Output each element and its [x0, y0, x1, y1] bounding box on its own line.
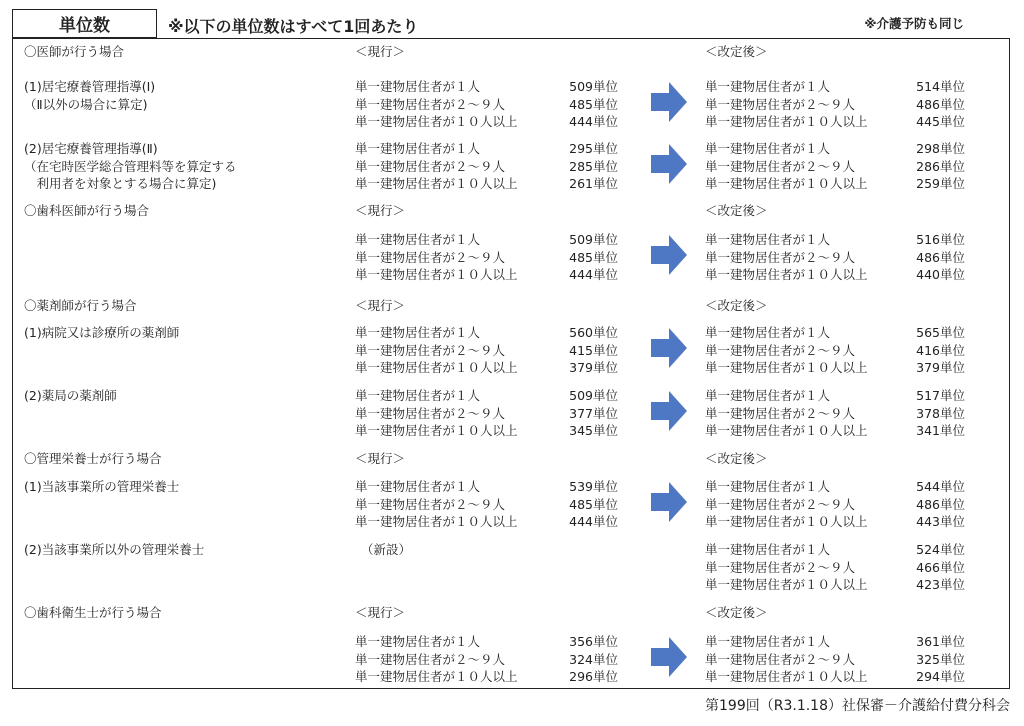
revised-unit-value: 443単位	[916, 514, 965, 529]
right-arrow-icon	[651, 391, 687, 431]
revised-unit-value: 298単位	[916, 141, 965, 156]
revised-column-label: ＜改定後＞	[705, 451, 768, 466]
revised-tier-label: 単一建物居住者が１人	[705, 141, 831, 156]
current-tier-label: 単一建物居住者が２～９人	[355, 405, 506, 421]
current-tier-label: 単一建物居住者が１人	[355, 479, 481, 494]
current-tier-label: 単一建物居住者が１人	[355, 232, 481, 247]
item-label: (2)薬局の薬剤師	[24, 388, 117, 403]
revised-unit-value: 486単位	[916, 96, 965, 112]
section-heading: 〇医師が行う場合	[24, 44, 125, 59]
subtitle: ※以下の単位数はすべて1回あたり	[168, 17, 419, 36]
current-unit-value: 444単位	[569, 114, 618, 129]
revised-tier-label: 単一建物居住者が１０人以上	[705, 360, 868, 375]
revised-column-label: ＜改定後＞	[705, 298, 768, 313]
revised-tier-label: 単一建物居住者が１人	[705, 634, 831, 649]
current-column-label: ＜現行＞	[355, 451, 406, 466]
current-unit-value: 324単位	[569, 651, 618, 667]
current-unit-value: 444単位	[569, 514, 618, 529]
right-arrow-icon	[651, 482, 687, 522]
current-tier-label: 単一建物居住者が２～９人	[355, 651, 506, 667]
current-unit-value: 345単位	[569, 423, 618, 438]
current-tier-label: 単一建物居住者が１人	[355, 388, 481, 403]
current-unit-value: 377単位	[569, 405, 618, 421]
revised-unit-value: 514単位	[916, 79, 965, 94]
current-tier-label: 単一建物居住者が１０人以上	[355, 360, 518, 375]
section-heading: 〇歯科衛生士が行う場合	[24, 605, 162, 620]
revised-tier-label: 単一建物居住者が１０人以上	[705, 114, 868, 129]
current-unit-value: 509単位	[569, 388, 618, 403]
current-unit-value: 560単位	[569, 325, 618, 340]
revised-tier-label: 単一建物居住者が１０人以上	[705, 577, 868, 592]
revised-tier-label: 単一建物居住者が１０人以上	[705, 423, 868, 438]
revised-column-label: ＜改定後＞	[705, 203, 768, 218]
current-column-label: ＜現行＞	[355, 605, 406, 620]
section-heading: 〇管理栄養士が行う場合	[24, 451, 162, 466]
current-column-label: ＜現行＞	[355, 298, 406, 313]
revised-unit-value: 486単位	[916, 496, 965, 512]
right-arrow-icon	[651, 328, 687, 368]
revised-unit-value: 565単位	[916, 325, 965, 340]
current-unit-value: 509単位	[569, 79, 618, 94]
revised-unit-value: 440単位	[916, 267, 965, 282]
current-unit-value: 415単位	[569, 342, 618, 358]
new-label: （新設）	[361, 542, 412, 557]
current-tier-label: 単一建物居住者が１０人以上	[355, 176, 518, 191]
current-tier-label: 単一建物居住者が２～９人	[355, 249, 506, 265]
revised-tier-label: 単一建物居住者が１人	[705, 542, 831, 557]
current-unit-value: 539単位	[569, 479, 618, 494]
current-unit-value: 285単位	[569, 158, 618, 174]
current-column-label: ＜現行＞	[355, 203, 406, 218]
revised-unit-value: 423単位	[916, 577, 965, 592]
current-unit-value: 485単位	[569, 496, 618, 512]
current-tier-label: 単一建物居住者が１０人以上	[355, 669, 518, 684]
right-arrow-icon	[651, 82, 687, 122]
current-tier-label: 単一建物居住者が１０人以上	[355, 114, 518, 129]
current-tier-label: 単一建物居住者が１０人以上	[355, 267, 518, 282]
current-tier-label: 単一建物居住者が２～９人	[355, 96, 506, 112]
current-tier-label: 単一建物居住者が２～９人	[355, 342, 506, 358]
revised-unit-value: 294単位	[916, 669, 965, 684]
current-unit-value: 509単位	[569, 232, 618, 247]
revised-tier-label: 単一建物居住者が２～９人	[705, 496, 856, 512]
item-label: （在宅時医学総合管理料等を算定する	[24, 158, 237, 174]
revised-unit-value: 466単位	[916, 559, 965, 575]
item-label: 利用者を対象とする場合に算定)	[24, 176, 217, 191]
current-unit-value: 444単位	[569, 267, 618, 282]
revised-unit-value: 259単位	[916, 176, 965, 191]
item-label: (2)居宅療養管理指導(Ⅱ)	[24, 141, 158, 156]
item-label: (1)当該事業所の管理栄養士	[24, 479, 180, 494]
revised-tier-label: 単一建物居住者が１人	[705, 479, 831, 494]
revised-tier-label: 単一建物居住者が２～９人	[705, 651, 856, 667]
right-arrow-icon	[651, 235, 687, 275]
right-arrow-icon	[651, 144, 687, 184]
revised-tier-label: 単一建物居住者が２～９人	[705, 559, 856, 575]
revised-unit-value: 524単位	[916, 542, 965, 557]
revised-tier-label: 単一建物居住者が１人	[705, 232, 831, 247]
current-tier-label: 単一建物居住者が２～９人	[355, 158, 506, 174]
current-unit-value: 485単位	[569, 249, 618, 265]
revised-tier-label: 単一建物居住者が２～９人	[705, 342, 856, 358]
current-tier-label: 単一建物居住者が１０人以上	[355, 514, 518, 529]
item-label: （Ⅱ以外の場合に算定)	[24, 96, 148, 112]
revised-column-label: ＜改定後＞	[705, 44, 768, 59]
item-label: (1)居宅療養管理指導(Ⅰ)	[24, 79, 156, 94]
revised-tier-label: 単一建物居住者が１人	[705, 325, 831, 340]
revised-unit-value: 544単位	[916, 479, 965, 494]
current-column-label: ＜現行＞	[355, 44, 406, 59]
revised-tier-label: 単一建物居住者が２～９人	[705, 158, 856, 174]
revised-tier-label: 単一建物居住者が１０人以上	[705, 514, 868, 529]
current-tier-label: 単一建物居住者が１人	[355, 634, 481, 649]
revised-unit-value: 378単位	[916, 405, 965, 421]
revised-unit-value: 286単位	[916, 158, 965, 174]
revised-tier-label: 単一建物居住者が１０人以上	[705, 176, 868, 191]
revised-unit-value: 325単位	[916, 651, 965, 667]
current-unit-value: 356単位	[569, 634, 618, 649]
item-label: (1)病院又は診療所の薬剤師	[24, 325, 180, 340]
current-unit-value: 379単位	[569, 360, 618, 375]
current-unit-value: 485単位	[569, 96, 618, 112]
item-label: (2)当該事業所以外の管理栄養士	[24, 542, 205, 557]
revised-unit-value: 517単位	[916, 388, 965, 403]
comparison-table	[12, 38, 1010, 689]
revised-tier-label: 単一建物居住者が１人	[705, 388, 831, 403]
current-tier-label: 単一建物居住者が１人	[355, 79, 481, 94]
revised-column-label: ＜改定後＞	[705, 605, 768, 620]
revised-tier-label: 単一建物居住者が１０人以上	[705, 267, 868, 282]
current-unit-value: 296単位	[569, 669, 618, 684]
page-title: 単位数	[59, 16, 110, 36]
revised-unit-value: 361単位	[916, 634, 965, 649]
current-tier-label: 単一建物居住者が１人	[355, 141, 481, 156]
section-heading: 〇歯科医師が行う場合	[24, 203, 150, 218]
current-tier-label: 単一建物居住者が１人	[355, 325, 481, 340]
revised-tier-label: 単一建物居住者が２～９人	[705, 96, 856, 112]
revised-unit-value: 341単位	[916, 423, 965, 438]
revised-tier-label: 単一建物居住者が１人	[705, 79, 831, 94]
revised-tier-label: 単一建物居住者が２～９人	[705, 249, 856, 265]
current-unit-value: 261単位	[569, 176, 618, 191]
revised-tier-label: 単一建物居住者が２～９人	[705, 405, 856, 421]
section-heading: 〇薬剤師が行う場合	[24, 298, 137, 313]
revised-unit-value: 379単位	[916, 360, 965, 375]
revised-tier-label: 単一建物居住者が１０人以上	[705, 669, 868, 684]
current-unit-value: 295単位	[569, 141, 618, 156]
revised-unit-value: 416単位	[916, 342, 965, 358]
unit-title-box	[12, 9, 157, 38]
revised-unit-value: 486単位	[916, 249, 965, 265]
revised-unit-value: 445単位	[916, 114, 965, 129]
current-tier-label: 単一建物居住者が１０人以上	[355, 423, 518, 438]
right-arrow-icon	[651, 637, 687, 677]
current-tier-label: 単一建物居住者が２～９人	[355, 496, 506, 512]
footer-meeting-label: 第199回（R3.1.18）社保審－介護給付費分科会	[705, 698, 1010, 714]
revised-unit-value: 516単位	[916, 232, 965, 247]
preventive-care-note: ※介護予防も同じ	[864, 16, 964, 31]
